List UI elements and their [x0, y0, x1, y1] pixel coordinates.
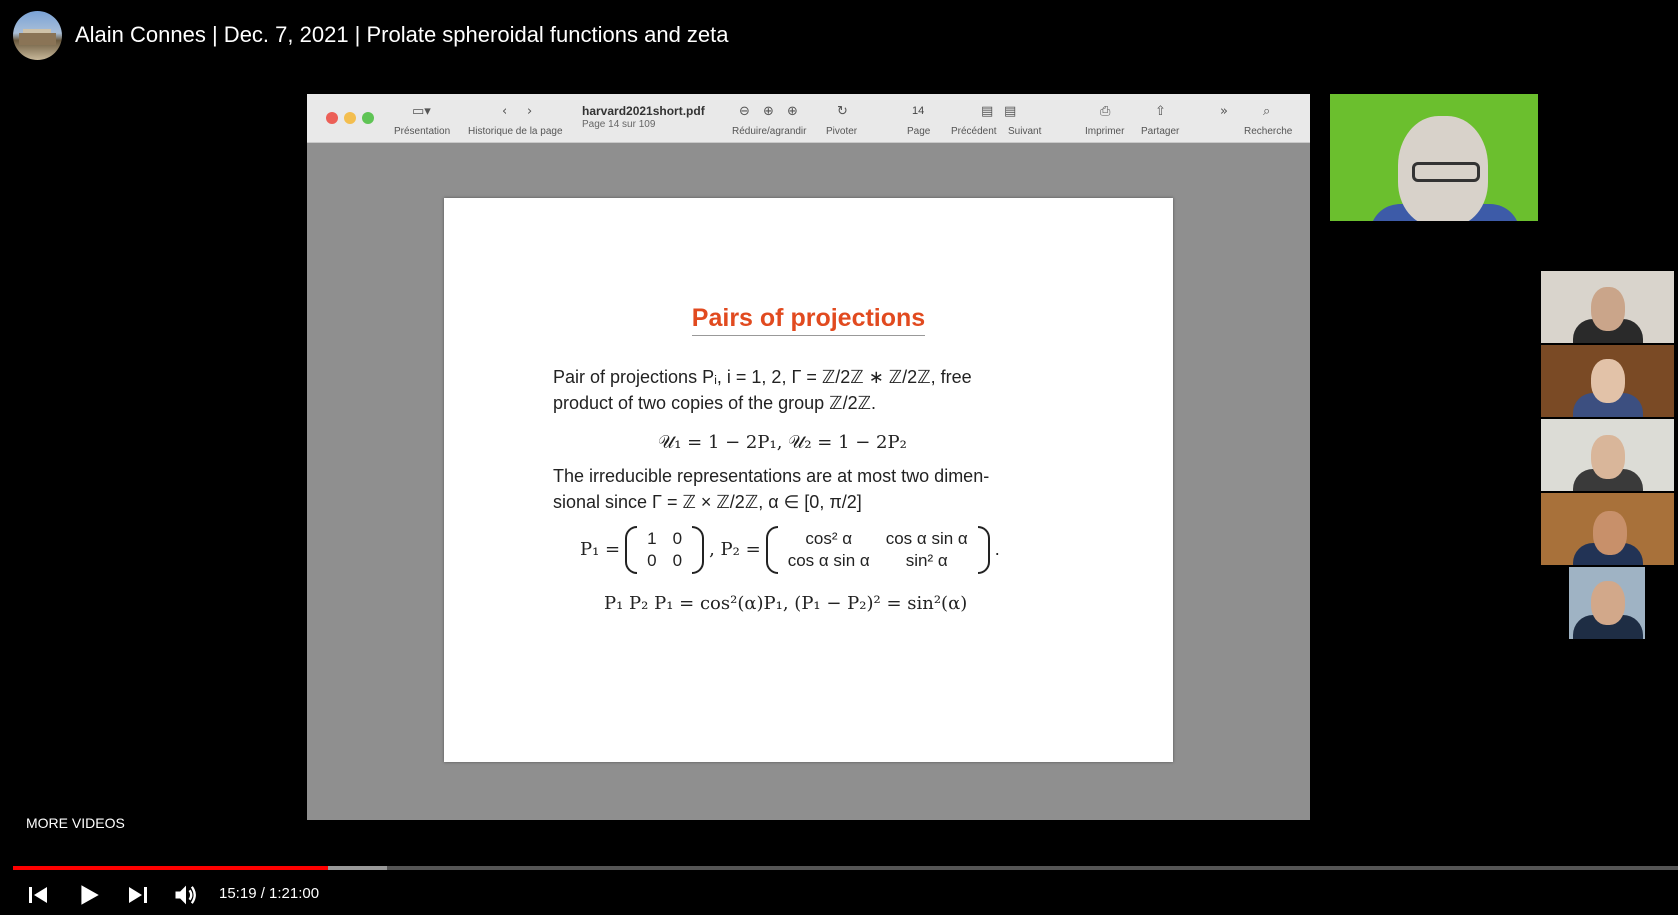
- matrix-end-period: .: [994, 538, 1000, 559]
- more-chevron-icon[interactable]: »: [1220, 104, 1228, 119]
- history-label: Historique de la page: [468, 126, 563, 137]
- sidebar-icon[interactable]: ▭▾: [412, 104, 431, 119]
- slide-equation-final: P₁ P₂ P₁ = cos²(α)P₁, (P₁ − P₂)² = sin²(α): [604, 593, 968, 614]
- close-window-icon[interactable]: [326, 112, 338, 124]
- page-number-field[interactable]: 14: [912, 105, 925, 117]
- slide-page: [444, 198, 1173, 762]
- print-label: Imprimer: [1085, 126, 1125, 137]
- video-title[interactable]: Alain Connes | Dec. 7, 2021 | Prolate spheroidal functions and zeta: [75, 22, 729, 47]
- volume-icon: [172, 881, 200, 909]
- skip-previous-icon: [26, 883, 50, 907]
- more-videos-button[interactable]: MORE VIDEOS: [26, 815, 125, 831]
- search-label: Recherche: [1244, 126, 1293, 137]
- search-icon[interactable]: ⌕: [1263, 104, 1271, 119]
- matrix-cell: 0: [647, 551, 657, 570]
- print-icon[interactable]: ⎙: [1100, 104, 1111, 119]
- slide-paragraph-line: The irreducible representations are at most two dimen-: [553, 466, 990, 486]
- slide-equation-u: 𝒰₁ = 1 − 2P₁, 𝒰₂ = 1 − 2P₂: [658, 432, 907, 453]
- matrix-cell: cos² α: [805, 529, 853, 548]
- slide-paragraph-line: sional since Γ = ℤ × ℤ/2ℤ, α ∈ [0, π/2]: [553, 492, 862, 512]
- preview-toolbar: [307, 94, 1310, 143]
- zoom-label: Réduire/agrandir: [732, 126, 807, 137]
- p1-matrix: [625, 528, 704, 572]
- p1-label: P₁ =: [580, 538, 621, 560]
- slide-equation-matrices: [580, 528, 1000, 572]
- rotate-label: Pivoter: [826, 126, 858, 137]
- participant-thumbnails: [1541, 271, 1674, 643]
- progress-played: [13, 866, 328, 870]
- document-page-info: Page 14 sur 109: [582, 119, 656, 130]
- participant-video: [1541, 419, 1674, 491]
- rotate-icon[interactable]: ↻: [837, 104, 848, 119]
- zoom-out-icon[interactable]: ⊖: [739, 104, 750, 119]
- channel-avatar[interactable]: [13, 11, 62, 60]
- play-button[interactable]: [76, 880, 102, 910]
- p2-label: , P₂ =: [709, 538, 761, 560]
- p2-matrix: [766, 528, 990, 572]
- previous-label: Précédent: [951, 126, 997, 137]
- matrix-cell: cos α sin α: [787, 551, 870, 570]
- previous-page-icon[interactable]: ▤: [981, 104, 994, 119]
- zoom-window-icon[interactable]: [362, 112, 374, 124]
- matrix-cell: 1: [647, 529, 657, 548]
- share-icon[interactable]: ⇧: [1155, 104, 1166, 119]
- matrix-cell: 0: [672, 529, 683, 548]
- preview-window: [307, 94, 1310, 820]
- participant-video: [1541, 271, 1674, 343]
- next-label: Suivant: [1008, 126, 1042, 137]
- slide-paragraph-line: Pair of projections Pᵢ, i = 1, 2, Γ = ℤ/2ℤ ∗ ℤ/2ℤ, free: [553, 367, 972, 387]
- skip-next-icon: [126, 883, 150, 907]
- next-button[interactable]: [126, 880, 150, 910]
- minimize-window-icon[interactable]: [344, 112, 356, 124]
- matrix-cell: cos α sin α: [885, 529, 968, 548]
- forward-chevron-icon[interactable]: ›: [527, 104, 533, 119]
- participant-video: [1541, 567, 1674, 639]
- presentation-label: Présentation: [394, 126, 451, 137]
- back-chevron-icon[interactable]: ‹: [502, 104, 508, 119]
- slide-paragraph-line: product of two copies of the group ℤ/2ℤ.: [553, 393, 876, 413]
- participant-video: [1541, 493, 1674, 565]
- time-display: 15:19 / 1:21:00: [219, 885, 320, 902]
- zoom-fit-icon[interactable]: ⊕: [763, 104, 774, 119]
- volume-button[interactable]: [172, 880, 200, 910]
- page-label: Page: [907, 126, 931, 137]
- matrix-cell: sin² α: [905, 551, 948, 570]
- participant-video: [1541, 345, 1674, 417]
- document-name: harvard2021short.pdf: [582, 104, 705, 118]
- previous-button[interactable]: [26, 880, 50, 910]
- share-label: Partager: [1141, 126, 1180, 137]
- next-page-icon[interactable]: ▤: [1004, 104, 1017, 119]
- slide-title: Pairs of projections: [444, 304, 1173, 333]
- matrix-cell: 0: [672, 551, 683, 570]
- speaker-video-feed: [1330, 94, 1538, 221]
- zoom-in-icon[interactable]: ⊕: [787, 104, 798, 119]
- play-icon: [76, 882, 102, 908]
